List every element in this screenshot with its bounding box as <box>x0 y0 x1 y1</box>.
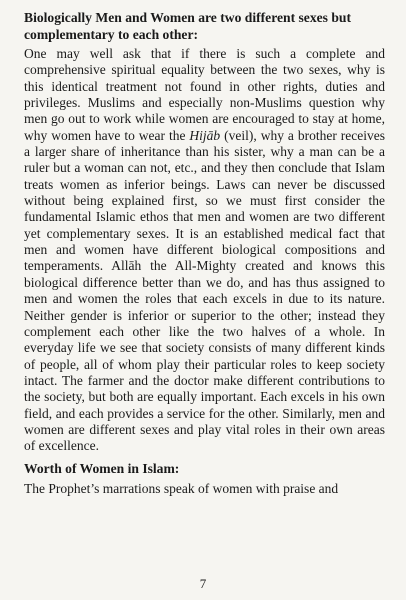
paragraph-worth: The Prophet’s marrations speak of women with praise and <box>24 480 339 496</box>
paragraph-text-part: One may well ask that if there is such a complete and comprehensive spiritual equality between the two sexes, why is this identical treatment not found in other rights, duties and privileges. Muslims and especially non-Muslims question why men go out to work while women are encouraged to stay at home, why women have to wear the <box>24 46 385 143</box>
page-number: 7 <box>199 576 207 591</box>
section-heading-biological: Biologically Men and Women are two different sexes but complementary to each other: <box>24 10 351 42</box>
paragraph-text-part: (veil), why a brother receives a larger share of inheritance than his sister, why a man can be a ruler but a woman can not, etc., and they then conclude that Islam treats women as inferior beings. Laws can never be discussed without being explained first, so we must first consider the fundamental Islamic ethos that men and women are two different yet complementary sexes. It is an established medical fact that men and women have different biological compositions and temperaments. Allāh the All-Mighty created and knows this biological difference better than we do, and has thus assigned to men and women the roles that each excels in due to its nature. Neither gender is inferior or superior to the other; instead they complement each other like the two halves of a whole. In everyday life we see that society consists of many different kinds of people, all of whom play their particular roles to keep society intact. The farmer and the doctor make different contributions to the society, but both are equally important. Each excels in his own field, and each provides a service for the other. Similarly, men and women are different sexes and play vital roles in their own areas of excellence. <box>24 127 385 454</box>
paragraph-biological <box>24 46 385 455</box>
section-heading-worth: Worth of Women in Islam: <box>24 460 180 476</box>
italic-term-hijab: Hijāb <box>189 127 221 143</box>
